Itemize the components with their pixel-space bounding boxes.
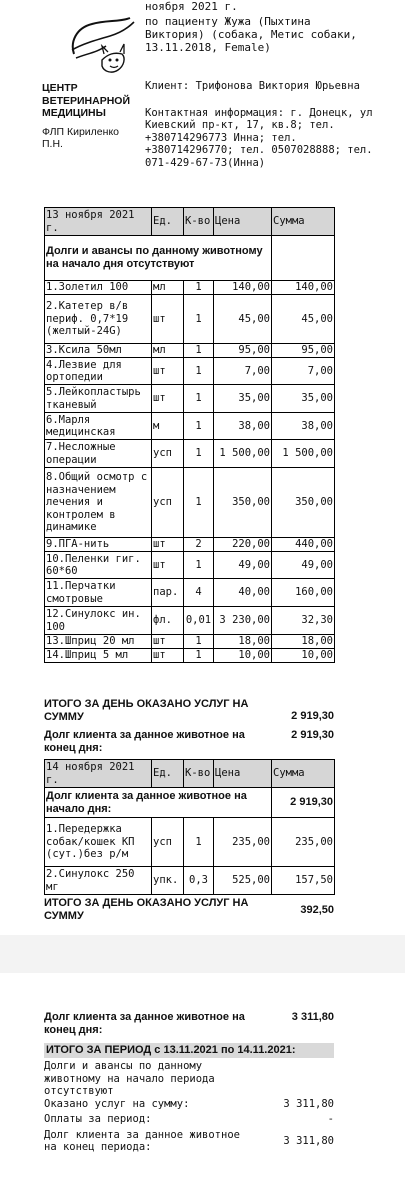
day1-table	[44, 207, 335, 663]
item-name: 14.Шприц 5 мл	[45, 649, 152, 663]
item-sum: 32,30	[272, 607, 335, 635]
header-contact: Контактная информация: г. Донецк, ул Киевский пр-кт, 17, кв.8; тел. +380714296773 Инна; тел. +380714296770; тел. 0507028888; тел. 071-429-67-73(Инна)	[145, 107, 373, 169]
day2-total	[44, 897, 334, 925]
item-unit: шт	[152, 385, 184, 413]
day1-debt-end	[44, 729, 334, 757]
table-row	[45, 818, 335, 867]
item-price: 10,00	[214, 649, 272, 663]
item-unit: шт	[152, 635, 184, 649]
item-price: 49,00	[214, 552, 272, 579]
item-unit: мл	[152, 281, 184, 295]
item-unit: пар.	[152, 579, 184, 607]
item-qty: 1	[184, 358, 214, 385]
table-row	[45, 440, 335, 468]
period-payments-value: -	[327, 1113, 334, 1125]
item-unit: фл.	[152, 607, 184, 635]
header-patient: по пациенту Жужа (Пыхтина Виктория) (собака, Метис собаки, 13.11.2018, Female)	[145, 15, 357, 54]
item-sum: 440,00	[272, 538, 335, 552]
day1-debt-end-value: 2 919,30	[291, 729, 334, 741]
item-unit: шт	[152, 649, 184, 663]
day1-date: 13 ноября 2021 г.	[45, 208, 152, 236]
item-name: 12.Синулокс ин. 100	[45, 607, 152, 635]
period-payments-label: Оплаты за период:	[44, 1113, 152, 1125]
item-unit: м	[152, 413, 184, 440]
org-owner: ФЛП Кириленко П.Н.	[42, 126, 119, 150]
table-row	[45, 579, 335, 607]
summary-debt-end	[44, 1011, 334, 1039]
day1-total-label: ИТОГО ЗА ДЕНЬ ОКАЗАНО УСЛУГ НА СУММУ	[44, 698, 249, 723]
period-debt-start	[44, 1060, 334, 1098]
period-end	[44, 1129, 334, 1154]
item-qty: 1	[184, 818, 214, 867]
day1-debt-end-label: Долг клиента за данное животное на конец дня:	[44, 729, 245, 754]
col-sum: Сумма	[272, 760, 335, 788]
item-price: 18,00	[214, 635, 272, 649]
period-end-value: 3 311,80	[283, 1134, 334, 1147]
item-qty: 1	[184, 468, 214, 538]
clinic-logo-icon	[62, 14, 142, 78]
item-unit: шт	[152, 552, 184, 579]
item-price: 7,00	[214, 358, 272, 385]
item-name: 9.ПГА-нить	[45, 538, 152, 552]
period-title: ИТОГО ЗА ПЕРИОД с 13.11.2021 по 14.11.2021:	[44, 1043, 334, 1058]
item-unit: упк.	[152, 867, 184, 895]
item-qty: 1	[184, 649, 214, 663]
period-services-label: Оказано услуг на сумму:	[44, 1097, 190, 1110]
day2-debt-start-value: 2 919,30	[272, 788, 335, 818]
item-sum: 140,00	[272, 281, 335, 295]
header-date: ноября 2021 г.	[145, 0, 238, 13]
item-unit: усп	[152, 818, 184, 867]
item-price: 235,00	[214, 818, 272, 867]
day2-table	[44, 759, 335, 895]
item-name: 2.Синулокс 250 мг	[45, 867, 152, 895]
item-name: 1.Золетил 100	[45, 281, 152, 295]
period-payments	[44, 1113, 334, 1126]
table-row	[45, 281, 335, 295]
item-sum: 7,00	[272, 358, 335, 385]
item-name: 1.Передержка собак/кошек КП (сут.)без р/м	[45, 818, 152, 867]
item-price: 140,00	[214, 281, 272, 295]
item-name: 8.Общий осмотр с назначением лечения и контролем в динамике	[45, 468, 152, 538]
table-row	[45, 538, 335, 552]
item-price: 95,00	[214, 344, 272, 358]
item-name: 6.Марля медицинская	[45, 413, 152, 440]
day2-date: 14 ноября 2021 г.	[45, 760, 152, 788]
table-row	[45, 607, 335, 635]
item-qty: 1	[184, 635, 214, 649]
summary-debt-end-value: 3 311,80	[291, 1011, 334, 1023]
item-name: 3.Ксила 50мл	[45, 344, 152, 358]
item-unit: усп	[152, 440, 184, 468]
item-price: 3 230,00	[214, 607, 272, 635]
item-name: 7.Несложные операции	[45, 440, 152, 468]
item-price: 38,00	[214, 413, 272, 440]
header-client: Клиент: Трифонова Виктория Юрьевна	[145, 80, 360, 92]
table-row	[45, 344, 335, 358]
item-price: 45,00	[214, 295, 272, 344]
day1-total	[44, 698, 334, 726]
item-sum: 235,00	[272, 818, 335, 867]
item-unit: шт	[152, 295, 184, 344]
item-name: 13.Шприц 20 мл	[45, 635, 152, 649]
item-qty: 1	[184, 295, 214, 344]
item-sum: 157,50	[272, 867, 335, 895]
item-qty: 0,01	[184, 607, 214, 635]
period-services	[44, 1098, 334, 1111]
item-sum: 10,00	[272, 649, 335, 663]
item-qty: 1	[184, 385, 214, 413]
item-name: 2.Катетер в/в периф. 0,7*19 (желтый-24G)	[45, 295, 152, 344]
item-unit: усп	[152, 468, 184, 538]
period-summary	[44, 1039, 334, 1154]
item-unit: мл	[152, 344, 184, 358]
day2-debt-start-label: Долг клиента за данное животное на начало дня:	[45, 788, 272, 818]
item-unit: шт	[152, 538, 184, 552]
col-sum: Сумма	[272, 208, 335, 236]
item-qty: 1	[184, 344, 214, 358]
table-row	[45, 649, 335, 663]
summary-debt-end-label: Долг клиента за данное животное на конец дня:	[44, 1011, 245, 1036]
day1-debt-start: Долги и авансы по данному животному на начало дня отсутствуют	[45, 236, 272, 281]
item-price: 350,00	[214, 468, 272, 538]
org-name: ЦЕНТР ВЕТЕРИНАРНОЙ МЕДИЦИНЫ	[42, 82, 131, 119]
item-sum: 49,00	[272, 552, 335, 579]
day2-total-label: ИТОГО ЗА ДЕНЬ ОКАЗАНО УСЛУГ НА СУММУ	[44, 897, 249, 922]
table-row	[45, 358, 335, 385]
col-price: Цена	[214, 208, 272, 236]
item-qty: 0,3	[184, 867, 214, 895]
table-row	[45, 413, 335, 440]
period-debt-start-text: Долги и авансы по данному животному на начало периода отсутствуют	[44, 1060, 215, 1097]
day2-total-value: 392,50	[300, 904, 334, 916]
table-row	[45, 635, 335, 649]
item-name: 4.Лезвие для ортопедии	[45, 358, 152, 385]
item-sum: 160,00	[272, 579, 335, 607]
item-sum: 35,00	[272, 385, 335, 413]
item-price: 220,00	[214, 538, 272, 552]
item-sum: 38,00	[272, 413, 335, 440]
item-sum: 18,00	[272, 635, 335, 649]
col-unit: Ед.	[152, 760, 184, 788]
item-sum: 45,00	[272, 295, 335, 344]
table-row	[45, 385, 335, 413]
table-row	[45, 468, 335, 538]
col-qty: К-во	[184, 760, 214, 788]
item-sum: 1 500,00	[272, 440, 335, 468]
table-row	[45, 867, 335, 895]
item-unit: шт	[152, 358, 184, 385]
col-qty: К-во	[184, 208, 214, 236]
item-price: 40,00	[214, 579, 272, 607]
col-price: Цена	[214, 760, 272, 788]
table-row	[45, 552, 335, 579]
table-row	[45, 295, 335, 344]
item-sum: 350,00	[272, 468, 335, 538]
period-end-label: Долг клиента за данное животное на конец периода:	[44, 1128, 240, 1153]
item-qty: 1	[184, 440, 214, 468]
item-sum: 95,00	[272, 344, 335, 358]
period-services-value: 3 311,80	[283, 1097, 334, 1110]
item-price: 525,00	[214, 867, 272, 895]
page-break	[0, 935, 405, 973]
item-name: 5.Лейкопластырь тканевый	[45, 385, 152, 413]
item-price: 1 500,00	[214, 440, 272, 468]
col-unit: Ед.	[152, 208, 184, 236]
item-qty: 1	[184, 281, 214, 295]
item-name: 10.Пеленки гиг. 60*60	[45, 552, 152, 579]
item-price: 35,00	[214, 385, 272, 413]
item-qty: 4	[184, 579, 214, 607]
item-qty: 1	[184, 413, 214, 440]
day1-total-value: 2 919,30	[291, 710, 334, 722]
item-qty: 1	[184, 552, 214, 579]
item-name: 11.Перчатки смотровые	[45, 579, 152, 607]
item-qty: 2	[184, 538, 214, 552]
